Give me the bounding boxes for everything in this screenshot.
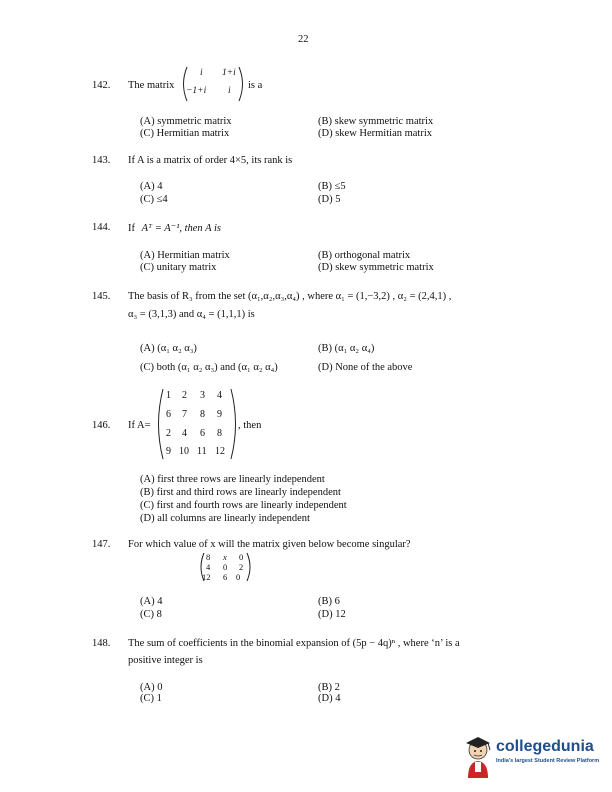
- collegedunia-logo: [460, 734, 610, 786]
- option-d: (D) 12: [318, 609, 346, 620]
- formula: Aᵀ = A⁻¹: [141, 223, 180, 234]
- option-a: (A) first three rows are linearly independent: [140, 474, 325, 485]
- question-text: [128, 222, 221, 234]
- matrix-cell: 4: [206, 562, 211, 572]
- matrix-left-paren: [180, 66, 188, 102]
- option-a: (A) Hermitian matrix: [140, 250, 230, 261]
- matrix-right-paren: [246, 552, 253, 582]
- question-text-prefix: If A=: [128, 420, 151, 431]
- question-number: 143.: [92, 155, 111, 166]
- brand-tagline: India's largest Student Review Platform: [496, 758, 600, 764]
- question-number: 146.: [92, 420, 111, 431]
- matrix-cell: 2: [166, 428, 171, 439]
- question-text-suffix: is a: [248, 80, 263, 91]
- matrix-cell: 4: [182, 428, 187, 439]
- option-d: (D) skew Hermitian matrix: [318, 128, 433, 139]
- matrix-cell: 12: [215, 446, 225, 457]
- graduate-mascot-icon: [460, 734, 496, 782]
- option-b: (B) first and third rows are linearly independent: [140, 487, 341, 498]
- matrix-cell: 8: [217, 428, 222, 439]
- option-b: (B) skew symmetric matrix: [318, 116, 434, 127]
- matrix-cell: i: [228, 86, 231, 96]
- option-b: (B) orthogonal matrix: [318, 250, 411, 261]
- question-text-prefix: The matrix: [128, 80, 175, 91]
- question-number: 148.: [92, 638, 111, 649]
- question-text-suffix: , then: [238, 420, 262, 431]
- option-a: (A) 0: [140, 682, 163, 693]
- question-text-line1: The basis of R₃ from the set (α₁,α₂,α₃,α₄) , where α₁ = (1,−3,2) , α₂ = (2,4,1) ,: [128, 291, 452, 302]
- question-text-line1: The sum of coefficients in the binomial expansion of (5p − 4q)ⁿ , where ‘n’ is a: [128, 638, 460, 649]
- question-number: 142.: [92, 80, 111, 91]
- matrix-cell: 11: [197, 446, 207, 457]
- matrix-cell: 10: [179, 446, 189, 457]
- question-text-suffix: , then A is: [179, 223, 221, 234]
- option-d: (D) 5: [318, 194, 341, 205]
- matrix-cell: 0: [236, 572, 241, 582]
- question-text-line2: positive integer is: [128, 655, 203, 666]
- option-a: (A) 4: [140, 181, 163, 192]
- option-d: (D) None of the above: [318, 362, 413, 373]
- matrix-cell: 4: [217, 390, 222, 401]
- option-a: (A) 4: [140, 596, 163, 607]
- matrix-cell: 1+i: [222, 68, 236, 78]
- option-a: (A) symmetric matrix: [140, 116, 232, 127]
- question-number: 145.: [92, 291, 111, 302]
- option-c: (C) ≤4: [140, 194, 168, 205]
- question-text-line2: α₃ = (3,1,3) and α₄ = (1,1,1) is: [128, 309, 255, 320]
- matrix-cell: 2: [239, 562, 244, 572]
- question-text-prefix: If: [128, 223, 135, 234]
- brand-name: collegedunia: [496, 738, 594, 755]
- question-number: 144.: [92, 222, 111, 233]
- matrix-cell: 3: [200, 390, 205, 401]
- option-a: (A) (α₁ α₂ α₃): [140, 343, 197, 354]
- matrix-cell: 8: [206, 552, 211, 562]
- option-b: (B) 2: [318, 682, 340, 693]
- matrix-cell: 12: [202, 572, 211, 582]
- matrix-cell: 8: [200, 409, 205, 420]
- matrix-cell: x: [223, 552, 227, 562]
- question-text: For which value of x will the matrix given below become singular?: [128, 539, 411, 550]
- matrix-cell: 1: [166, 390, 171, 401]
- matrix-cell: 9: [217, 409, 222, 420]
- matrix-cell: i: [200, 68, 203, 78]
- matrix-cell: 6: [200, 428, 205, 439]
- option-c: (C) unitary matrix: [140, 262, 217, 273]
- question-text: If A is a matrix of order 4×5, its rank is: [128, 155, 293, 166]
- option-c: (C) 8: [140, 609, 162, 620]
- matrix-cell: 0: [239, 552, 244, 562]
- matrix-cell: 6: [166, 409, 171, 420]
- matrix-cell: 2: [182, 390, 187, 401]
- option-c: (C) both (α₁ α₂ α₃) and (α₁ α₂ α₄): [140, 362, 278, 373]
- option-b: (B) 6: [318, 596, 340, 607]
- matrix-cell: −1+i: [186, 86, 207, 96]
- option-b: (B) ≤5: [318, 181, 346, 192]
- option-c: (C) Hermitian matrix: [140, 128, 230, 139]
- matrix-cell: 9: [166, 446, 171, 457]
- matrix-left-paren: [154, 388, 164, 460]
- matrix-cell: 0: [223, 562, 228, 572]
- option-c: (C) 1: [140, 693, 162, 704]
- option-d: (D) all columns are linearly independent: [140, 513, 310, 524]
- option-c: (C) first and fourth rows are linearly independent: [140, 500, 347, 511]
- option-b: (B) (α₁ α₂ α₄): [318, 343, 375, 354]
- option-d: (D) 4: [318, 693, 341, 704]
- matrix-right-paren: [238, 66, 246, 102]
- matrix-cell: 7: [182, 409, 187, 420]
- question-number: 147.: [92, 539, 111, 550]
- matrix-cell: 6: [223, 572, 228, 582]
- page-number: 22: [298, 34, 309, 45]
- option-d: (D) skew symmetric matrix: [318, 262, 434, 273]
